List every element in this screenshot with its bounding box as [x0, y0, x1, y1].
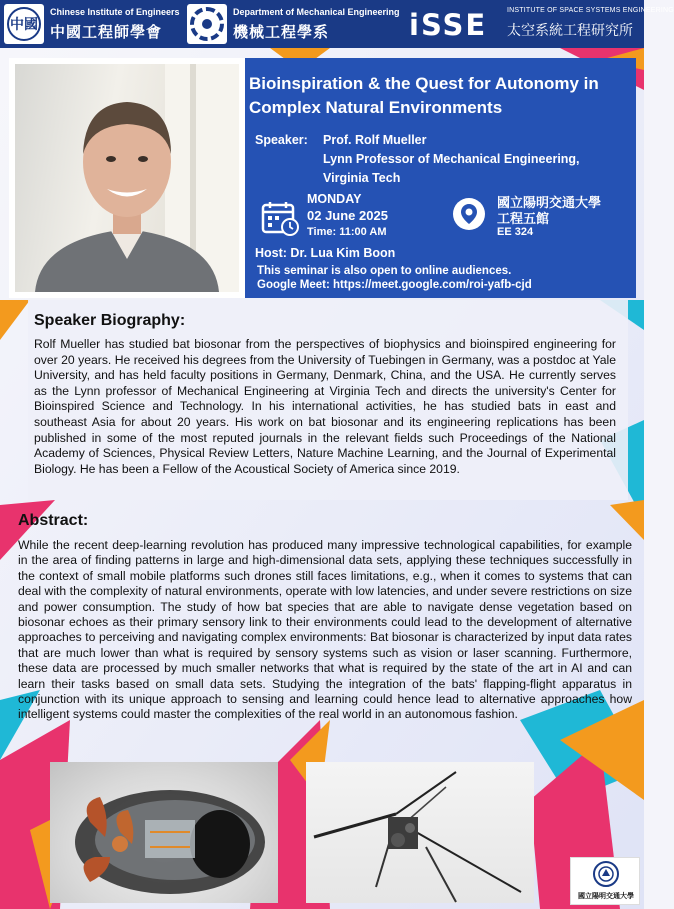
location-pin-icon	[453, 198, 485, 230]
cie-name-zh: 中國工程師學會	[50, 24, 163, 41]
bat-flight-robot-image	[306, 762, 534, 903]
isse-name-en: INSTITUTE OF SPACE SYSTEMS ENGINEERING	[507, 7, 674, 14]
biography-text: Rolf Mueller has studied bat biosonar from the perspectives of biophysics and bioinspired engineering for over 20 years. He received his degrees from the University of Tuebingen in Germany, was a postdoc at Yale University, and has held faculty positions in Germany, Denmark, China, and the USA. He currently serves as the Lynn professor of Mechanical Engineering at Virginia Tech and directs the university's Center for Bioinspired Science and Technology. In his international activities, he has studied bats in east and southeast Asia for about 20 years. His work on bat biosonar and its engineering replications has been published in some of the most reputed journals in the relevant fields such Proceedings of the National Academy of Sciences, Physical Review Letters, Nature Machine Learning, and the Journal of Experimental Biology. He has been a Fellow of the Acoustical Society of America since 2019.	[34, 337, 616, 476]
biography-heading: Speaker Biography:	[34, 312, 186, 329]
bat-head-robot-image	[50, 762, 278, 903]
header-bar	[0, 0, 674, 48]
nycu-logo	[570, 857, 640, 905]
event-time: Time: 11:00 AM	[307, 226, 387, 238]
dept-logo	[187, 4, 227, 44]
seminar-title: Bioinspiration & the Quest for Autonomy in Complex Natural Environments	[249, 74, 599, 117]
isse-logo: iSSE	[409, 8, 488, 42]
cie-seal-icon: 中國	[7, 7, 41, 41]
abstract-heading: Abstract:	[18, 512, 89, 529]
location-university: 國立陽明交通大學	[497, 195, 602, 210]
speaker-affiliation: Virginia Tech	[323, 171, 401, 185]
speaker-photo	[9, 58, 245, 298]
event-date: 02 June 2025	[307, 208, 388, 223]
speaker-name: Prof. Rolf Mueller	[323, 133, 427, 147]
dept-name-zh: 機械工程學系	[233, 24, 330, 41]
speaker-portrait-illustration	[15, 64, 239, 292]
abstract-text: While the recent deep-learning revolution has produced many impressive technological capabilities, for example in the area of finding patterns in large and high-dimensional data sets, applying these techniques successfully in the context of small mobile platforms such drones still faces limitations, e.g., when it comes to systems that can deal with the complexity of natural environments, operate with low latencies, and under severe restrictions on size and power consumption. The study of how bat species that are able to navigate dense vegetation based on biosonar echoes as their primary sensory link to their environments could lead to the development of alternative approaches to perceiving and navigating complex environments: Bat biosonar is characterized by input data rates that are much lower than what is required by sensory systems such as vision or laser scanning. Furthermore, these data are processed by much smaller networks that what is required by the state of the art in AI and can learn their tasks based on small data sets. Studying the integration of the bats' flapping-flight apparatus in conjunction with its unique approach to sensing and learning could hence lead to alternative approaches how intelligent systems could master the complexities of the real world in an autonomous fashion.	[18, 538, 632, 722]
dept-name-en: Department of Mechanical Engineering	[233, 7, 400, 17]
google-meet-link[interactable]: Google Meet: https://meet.google.com/roi-yafb-cjd	[257, 279, 532, 291]
nycu-seal-icon	[593, 861, 619, 887]
online-note: This seminar is also open to online audiences.	[257, 265, 512, 277]
event-info-panel	[245, 58, 636, 298]
nycu-name: 國立陽明交通大學	[578, 893, 634, 900]
speaker-title: Lynn Professor of Mechanical Engineering,	[323, 152, 580, 166]
host-info: Host: Dr. Lua Kim Boon	[255, 246, 396, 260]
cie-logo	[4, 4, 44, 44]
gear-icon	[190, 7, 224, 41]
location-building: 工程五館	[497, 211, 550, 226]
cie-name-en: Chinese Institute of Engineers	[50, 7, 180, 17]
event-day: MONDAY	[307, 192, 362, 206]
calendar-icon	[261, 200, 299, 236]
location-room: EE 324	[497, 226, 534, 238]
speaker-label: Speaker:	[255, 133, 308, 147]
isse-name-zh: 太空系統工程研究所	[507, 22, 633, 38]
